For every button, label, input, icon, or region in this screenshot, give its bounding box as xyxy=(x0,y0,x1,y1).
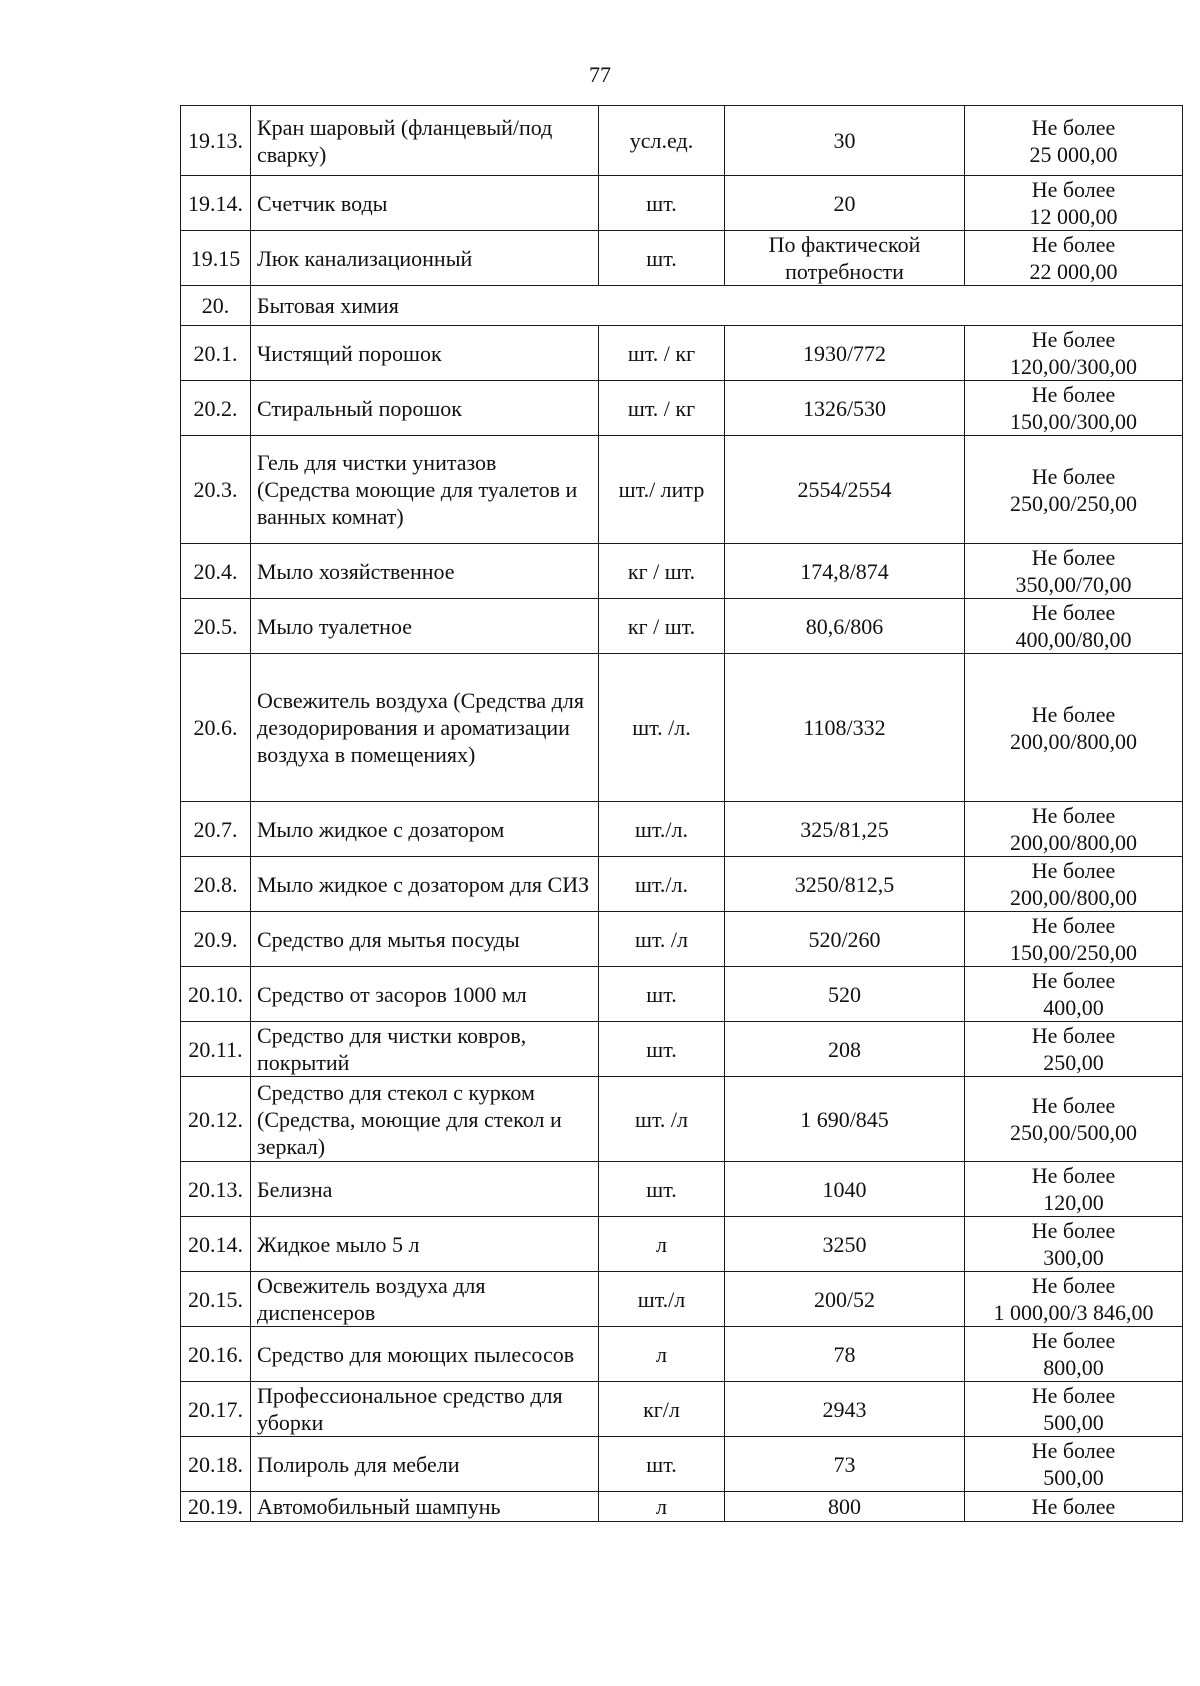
item-name: Мыло жидкое с дозатором для СИЗ xyxy=(251,857,599,912)
table-row xyxy=(181,326,1183,381)
max-price xyxy=(965,1022,1183,1077)
quantity: 520 xyxy=(725,967,965,1022)
quantity: 325/81,25 xyxy=(725,802,965,857)
quantity: 1 690/845 xyxy=(725,1077,965,1162)
max-price xyxy=(965,967,1183,1022)
price-prefix: Не более xyxy=(1031,600,1116,625)
unit-of-measure: л xyxy=(599,1217,725,1272)
price-value: 300,00 xyxy=(1043,1245,1104,1270)
item-name: Автомобильный шампунь xyxy=(251,1492,599,1522)
quantity: 3250 xyxy=(725,1217,965,1272)
max-price xyxy=(965,802,1183,857)
price-value: 800,00 xyxy=(1043,1355,1104,1380)
row-number: 20.8. xyxy=(181,857,251,912)
row-number: 20.17. xyxy=(181,1382,251,1437)
price-value: 120,00 xyxy=(1043,1190,1104,1215)
price-value: 120,00/300,00 xyxy=(1009,354,1138,379)
item-name: Средство от засоров 1000 мл xyxy=(251,967,599,1022)
table-row xyxy=(181,1382,1183,1437)
price-prefix: Не более xyxy=(1031,1273,1116,1298)
table-row xyxy=(181,912,1183,967)
unit-of-measure: шт./л xyxy=(599,1272,725,1327)
max-price xyxy=(965,1162,1183,1217)
row-number: 20.6. xyxy=(181,654,251,802)
item-name: Кран шаровый (фланцевый/под сварку) xyxy=(251,106,599,176)
row-number: 20.15. xyxy=(181,1272,251,1327)
unit-of-measure: шт./л. xyxy=(599,802,725,857)
max-price xyxy=(965,857,1183,912)
price-prefix: Не более xyxy=(1031,382,1116,407)
price-value: 150,00/300,00 xyxy=(1009,409,1138,434)
price-value: 250,00/500,00 xyxy=(1009,1120,1138,1145)
item-name: Мыло хозяйственное xyxy=(251,544,599,599)
table-row xyxy=(181,1327,1183,1382)
unit-of-measure: шт. xyxy=(599,231,725,286)
unit-of-measure: шт. xyxy=(599,1022,725,1077)
quantity: 3250/812,5 xyxy=(725,857,965,912)
price-prefix: Не более xyxy=(1031,545,1116,570)
unit-of-measure: шт. xyxy=(599,1162,725,1217)
price-prefix: Не более xyxy=(1031,232,1116,257)
price-value: 500,00 xyxy=(1043,1410,1104,1435)
row-number: 20.1. xyxy=(181,326,251,381)
max-price xyxy=(965,599,1183,654)
quantity: 200/52 xyxy=(725,1272,965,1327)
table-row xyxy=(181,1272,1183,1327)
table-body xyxy=(181,106,1183,1522)
row-number: 20.12. xyxy=(181,1077,251,1162)
item-name: Счетчик воды xyxy=(251,176,599,231)
max-price xyxy=(965,106,1183,176)
price-value: 25 000,00 xyxy=(1029,141,1118,167)
price-value: 200,00/800,00 xyxy=(1009,830,1138,855)
table-row xyxy=(181,1217,1183,1272)
quantity: 1326/530 xyxy=(725,381,965,436)
max-price xyxy=(965,231,1183,286)
item-name: Средство для моющих пылесосов xyxy=(251,1327,599,1382)
table-row xyxy=(181,857,1183,912)
table-row xyxy=(181,231,1183,286)
quantity: 20 xyxy=(725,176,965,231)
table-row xyxy=(181,967,1183,1022)
quantity: 520/260 xyxy=(725,912,965,967)
price-prefix: Не более xyxy=(1031,114,1116,140)
unit-of-measure: шт. / кг xyxy=(599,381,725,436)
table-row xyxy=(181,106,1183,176)
price-value: 400,00/80,00 xyxy=(1015,627,1132,652)
quantity: 30 xyxy=(725,106,965,176)
item-name: Стиральный порошок xyxy=(251,381,599,436)
quantity: 73 xyxy=(725,1437,965,1492)
row-number: 20.7. xyxy=(181,802,251,857)
max-price xyxy=(965,326,1183,381)
unit-of-measure: шт. /л xyxy=(599,1077,725,1162)
max-price xyxy=(965,436,1183,544)
price-prefix: Не более xyxy=(1031,327,1116,352)
item-name: Белизна xyxy=(251,1162,599,1217)
unit-of-measure: усл.ед. xyxy=(599,106,725,176)
unit-of-measure: кг / шт. xyxy=(599,544,725,599)
row-number: 20.9. xyxy=(181,912,251,967)
table-row xyxy=(181,599,1183,654)
item-name: Освежитель воздуха для диспенсеров xyxy=(251,1272,599,1327)
unit-of-measure: шт. / кг xyxy=(599,326,725,381)
item-name: Чистящий порошок xyxy=(251,326,599,381)
row-number: 20.18. xyxy=(181,1437,251,1492)
price-value: 500,00 xyxy=(1043,1465,1104,1490)
table-row xyxy=(181,176,1183,231)
quantity: 208 xyxy=(725,1022,965,1077)
unit-of-measure: шт. xyxy=(599,1437,725,1492)
section-row xyxy=(181,286,1183,326)
item-name: Гель для чистки унитазов (Средства моющие для туалетов и ванных комнат) xyxy=(251,436,599,544)
unit-of-measure: шт. /л xyxy=(599,912,725,967)
price-prefix: Не более xyxy=(1031,1163,1116,1188)
max-price xyxy=(965,176,1183,231)
row-number: 20.16. xyxy=(181,1327,251,1382)
row-number: 19.14. xyxy=(181,176,251,231)
quantity: 800 xyxy=(725,1492,965,1522)
item-name: Средство для чистки ковров, покрытий xyxy=(251,1022,599,1077)
quantity: По фактической потребности xyxy=(725,231,965,286)
quantity: 174,8/874 xyxy=(725,544,965,599)
price-prefix: Не более xyxy=(1031,1023,1116,1048)
max-price xyxy=(965,1492,1183,1522)
table-row xyxy=(181,1162,1183,1217)
price-value: 200,00/800,00 xyxy=(1009,885,1138,910)
unit-of-measure: шт. xyxy=(599,967,725,1022)
unit-of-measure: шт./ литр xyxy=(599,436,725,544)
price-prefix: Не более xyxy=(1031,701,1116,727)
price-value: 150,00/250,00 xyxy=(1009,940,1138,965)
price-prefix: Не более xyxy=(1031,1383,1116,1408)
table-row xyxy=(181,381,1183,436)
price-value: 22 000,00 xyxy=(1029,259,1118,284)
unit-of-measure: л xyxy=(599,1492,725,1522)
max-price xyxy=(965,912,1183,967)
table-row xyxy=(181,544,1183,599)
quantity: 1040 xyxy=(725,1162,965,1217)
price-value: 1 000,00/3 846,00 xyxy=(993,1300,1154,1325)
item-name: Средство для мытья посуды xyxy=(251,912,599,967)
quantity: 2943 xyxy=(725,1382,965,1437)
price-prefix: Не более xyxy=(1031,803,1116,828)
max-price xyxy=(965,1327,1183,1382)
table-row xyxy=(181,436,1183,544)
price-prefix: Не более xyxy=(1031,1328,1116,1353)
max-price xyxy=(965,1217,1183,1272)
max-price xyxy=(965,1077,1183,1162)
max-price xyxy=(965,1437,1183,1492)
unit-of-measure: шт. /л. xyxy=(599,654,725,802)
item-name: Полироль для мебели xyxy=(251,1437,599,1492)
row-number: 20.3. xyxy=(181,436,251,544)
item-name: Мыло туалетное xyxy=(251,599,599,654)
row-number: 20.2. xyxy=(181,381,251,436)
row-number: 20.11. xyxy=(181,1022,251,1077)
max-price xyxy=(965,1382,1183,1437)
table-row xyxy=(181,1022,1183,1077)
row-number: 19.13. xyxy=(181,106,251,176)
row-number: 20.5. xyxy=(181,599,251,654)
table-row xyxy=(181,802,1183,857)
max-price xyxy=(965,654,1183,802)
unit-of-measure: кг/л xyxy=(599,1382,725,1437)
unit-of-measure: л xyxy=(599,1327,725,1382)
item-name: Профессиональное средство для уборки xyxy=(251,1382,599,1437)
max-price xyxy=(965,544,1183,599)
price-prefix: Не более xyxy=(1031,463,1116,489)
price-prefix: Не более xyxy=(1031,177,1116,202)
max-price xyxy=(965,381,1183,436)
price-prefix: Не более xyxy=(1031,1093,1116,1118)
row-number: 20.4. xyxy=(181,544,251,599)
price-value: 12 000,00 xyxy=(1029,204,1118,229)
quantity: 1108/332 xyxy=(725,654,965,802)
row-number: 19.15 xyxy=(181,231,251,286)
price-prefix: Не более xyxy=(1031,1218,1116,1243)
row-number: 20.13. xyxy=(181,1162,251,1217)
table-row xyxy=(181,1492,1183,1522)
quantity: 80,6/806 xyxy=(725,599,965,654)
section-title: Бытовая химия xyxy=(251,286,1183,326)
price-prefix: Не более xyxy=(1031,913,1116,938)
item-name: Освежитель воздуха (Средства для дезодорирования и ароматизации воздуха в помещениях) xyxy=(251,654,599,802)
unit-of-measure: шт. xyxy=(599,176,725,231)
page-number: 77 xyxy=(589,62,611,87)
item-name: Средство для стекол с курком (Средства, моющие для стекол и зеркал) xyxy=(251,1077,599,1162)
price-value: 350,00/70,00 xyxy=(1015,572,1132,597)
unit-of-measure: шт./л. xyxy=(599,857,725,912)
row-number: 20.19. xyxy=(181,1492,251,1522)
goods-table xyxy=(180,105,1183,1522)
quantity: 1930/772 xyxy=(725,326,965,381)
price-value: 200,00/800,00 xyxy=(1009,728,1138,754)
unit-of-measure: кг / шт. xyxy=(599,599,725,654)
price-value: 250,00/250,00 xyxy=(1009,490,1138,516)
item-name: Жидкое мыло 5 л xyxy=(251,1217,599,1272)
price-prefix: Не более xyxy=(1031,1494,1116,1519)
row-number: 20.10. xyxy=(181,967,251,1022)
item-name: Мыло жидкое с дозатором xyxy=(251,802,599,857)
table-row xyxy=(181,1437,1183,1492)
price-prefix: Не более xyxy=(1031,968,1116,993)
price-value: 400,00 xyxy=(1043,995,1104,1020)
quantity: 78 xyxy=(725,1327,965,1382)
max-price xyxy=(965,1272,1183,1327)
table-row xyxy=(181,654,1183,802)
row-number: 20.14. xyxy=(181,1217,251,1272)
quantity: 2554/2554 xyxy=(725,436,965,544)
row-number: 20. xyxy=(181,286,251,326)
price-value: 250,00 xyxy=(1043,1050,1104,1075)
item-name: Люк канализационный xyxy=(251,231,599,286)
table-row xyxy=(181,1077,1183,1162)
price-prefix: Не более xyxy=(1031,858,1116,883)
price-prefix: Не более xyxy=(1031,1438,1116,1463)
